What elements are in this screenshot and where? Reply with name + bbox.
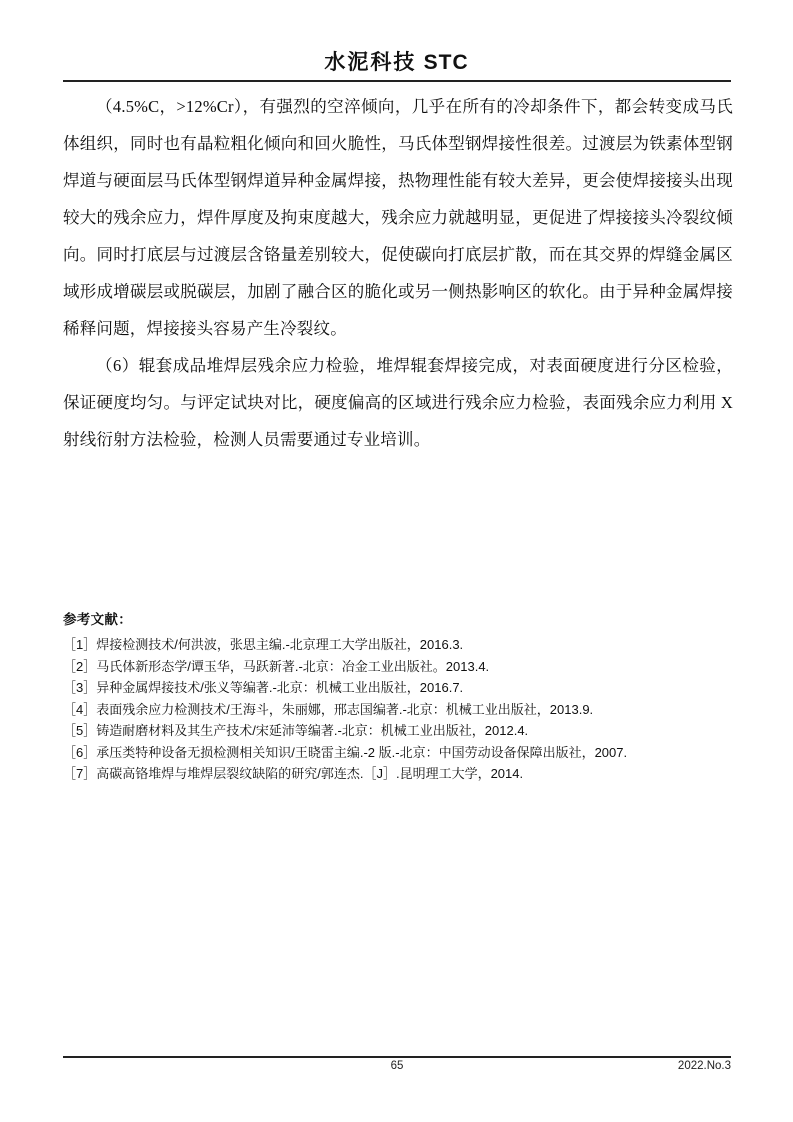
list-item: ［1］焊接检测技术/何洪波，张思主编.-北京理工大学出版社，2016.3. — [63, 637, 464, 652]
footer-divider — [63, 1056, 731, 1058]
journal-title-latin: STC — [423, 51, 469, 74]
journal-title — [324, 46, 468, 76]
issue-label: 2022.No.3 — [677, 1060, 731, 1072]
references-title: 参考文献： — [63, 612, 132, 627]
page-header — [0, 46, 793, 76]
list-item: ［3］异种金属焊接技术/张义等编著.-北京：机械工业出版社，2016.7. — [63, 680, 464, 695]
header-divider — [63, 80, 731, 82]
references-section — [63, 608, 743, 785]
list-item: ［6］承压类特种设备无损检测相关知识/王晓雷主编.-2 版.-北京：中国劳动设备保障出版社，2007. — [63, 744, 628, 760]
list-item: ［2］马氏体新形态学/谭玉华，马跃新著.-北京：冶金工业出版社。2013.4. — [63, 658, 490, 674]
page-number: 65 — [390, 1060, 404, 1072]
journal-title-cjk: 水泥科技 — [324, 50, 417, 74]
body-text — [63, 88, 733, 458]
list-item: ［5］铸造耐磨材料及其生产技术/宋延沛等编著.-北京：机械工业出版社，2012.4. — [63, 723, 529, 738]
paragraph-2: （6）辊套成品堆焊层残余应力检验，堆焊辊套焊接完成，对表面硬度进行分区检验，保证硬度均匀。与评定试块对比，硬度偏高的区域进行残余应力检验，表面残余应力利用 X 射线衍射方法检验，检测人员需要通过专业培训。 — [63, 356, 733, 449]
paragraph-1: （4.5%C，>12%Cr），有强烈的空淬倾向，几乎在所有的冷却条件下，都会转变成马氏体组织，同时也有晶粒粗化倾向和回火脆性，马氏体型钢焊接性很差。过渡层为铁素体型钢焊道与硬面层马氏体型钢焊道异种金属焊接，热物理性能有较大差异，更会使焊接接头出现较大的残余应力，焊件厚度及拘束度越大，残余应力就越明显，更促进了焊接接头冷裂纹倾向。同时打底层与过渡层含铬量差别较大，促使碳向打底层扩散，而在其交界的焊缝金属区域形成增碳层或脱碳层，加剧了融合区的脆化或另一侧热影响区的软化。由于异种金属焊接稀释问题，焊接接头容易产生冷裂纹。 — [63, 97, 733, 338]
list-item: ［7］高碳高铬堆焊与堆焊层裂纹缺陷的研究/郭连杰.［J］.昆明理工大学，2014. — [63, 766, 524, 781]
page-footer — [63, 1060, 731, 1080]
list-item: ［4］表面残余应力检测技术/王海斗，朱丽娜，邢志国编著.-北京：机械工业出版社，2013.9. — [63, 701, 594, 717]
